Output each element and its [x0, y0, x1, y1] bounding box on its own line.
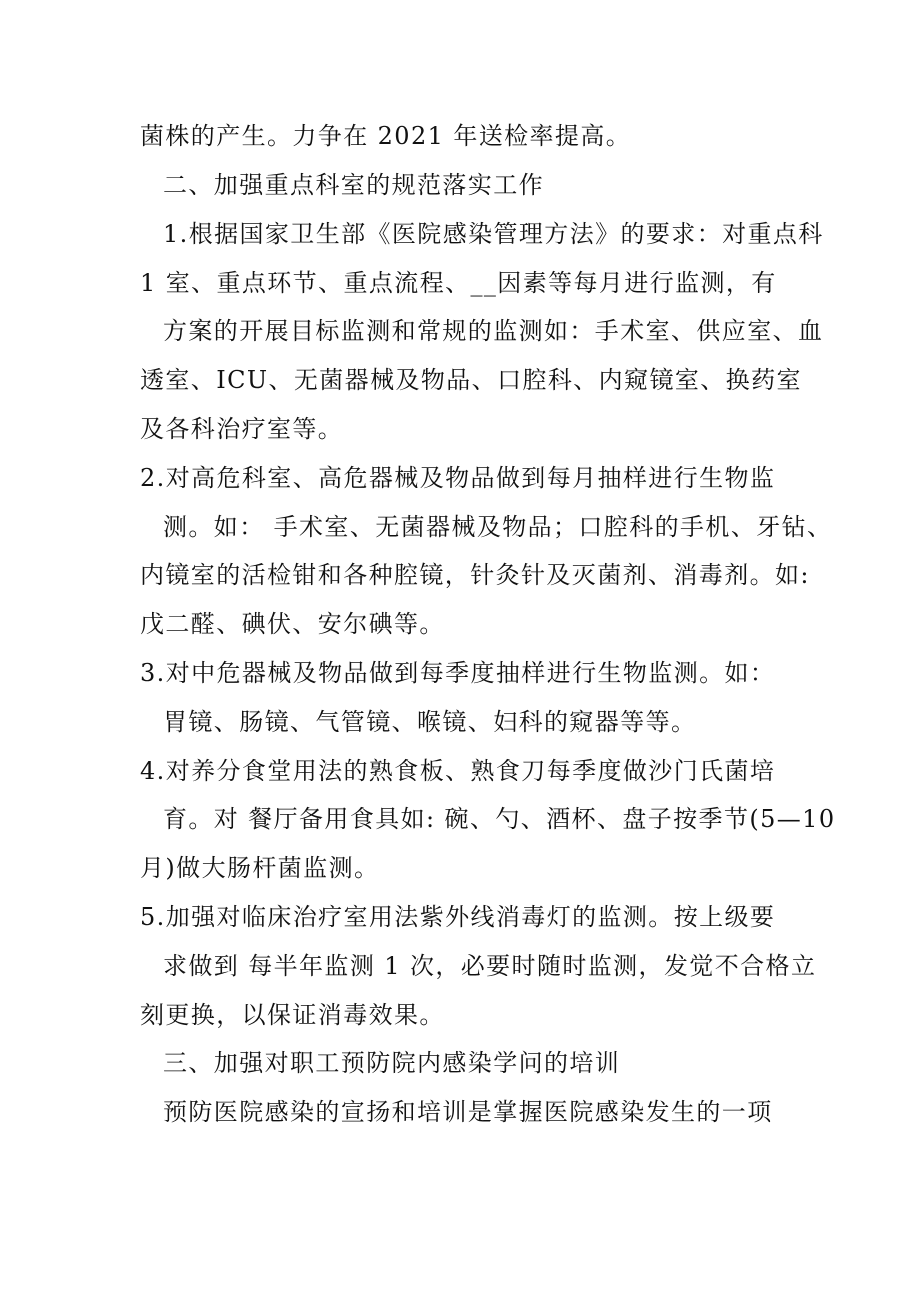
text-line-9: 测。如： 手术室、无菌器械及物品；口腔科的手机、牙钻、 — [163, 513, 833, 541]
text-line-12: 3.对中危器械及物品做到每季度抽样进行生物监测。如： — [140, 659, 776, 687]
text-line-14: 4.对养分食堂用法的熟食板、熟食刀每季度做沙门氏菌培 — [140, 757, 776, 785]
text-line-18: 求做到 每半年监测 1 次，必要时随时监测，发觉不合格立 — [163, 952, 817, 980]
text-line-21: 预防医院感染的宣扬和培训是掌握医院感染发生的一项 — [163, 1098, 773, 1126]
text-line-6: 透室、ICU、无菌器械及物品、口腔科、内窥镜室、换药室 — [140, 366, 802, 394]
text-line-13: 胃镜、肠镜、气管镜、喉镜、妇科的窥器等等。 — [163, 708, 697, 736]
text-line-10: 内镜室的活检钳和各种腔镜，针灸针及灭菌剂、消毒剂。如: — [140, 561, 810, 589]
text-line-5: 方案的开展目标监测和常规的监测如：手术室、供应室、血 — [163, 317, 824, 345]
section-heading-3: 三、加强对职工预防院内感染学问的培训 — [163, 1049, 621, 1077]
text-line-11: 戊二醛、碘伏、安尔碘等。 — [140, 610, 445, 638]
section-heading-2: 二、加强重点科室的规范落实工作 — [163, 171, 544, 199]
text-line-16: 月)做大肠杆菌监测。 — [140, 854, 380, 882]
text-line-4: 1 室、重点环节、重点流程、__因素等每月进行监测，有 — [140, 269, 777, 297]
text-line-8: 2.对高危科室、高危器械及物品做到每月抽样进行生物监 — [140, 464, 776, 492]
text-line-7: 及各科治疗室等。 — [140, 415, 344, 443]
text-line-3: 1.根据国家卫生部《医院感染管理方法》的要求：对重点科 — [163, 220, 824, 248]
text-line-19: 刻更换，以保证消毒效果。 — [140, 1001, 445, 1029]
text-line-1: 菌株的产生。力争在 2021 年送检率提高。 — [140, 122, 632, 150]
text-line-15: 育。对 餐厅备用食具如: 碗、勺、酒杯、盘子按季节(5—10 — [163, 805, 836, 833]
text-line-17: 5.加强对临床治疗室用法紫外线消毒灯的监测。按上级要 — [140, 903, 776, 931]
